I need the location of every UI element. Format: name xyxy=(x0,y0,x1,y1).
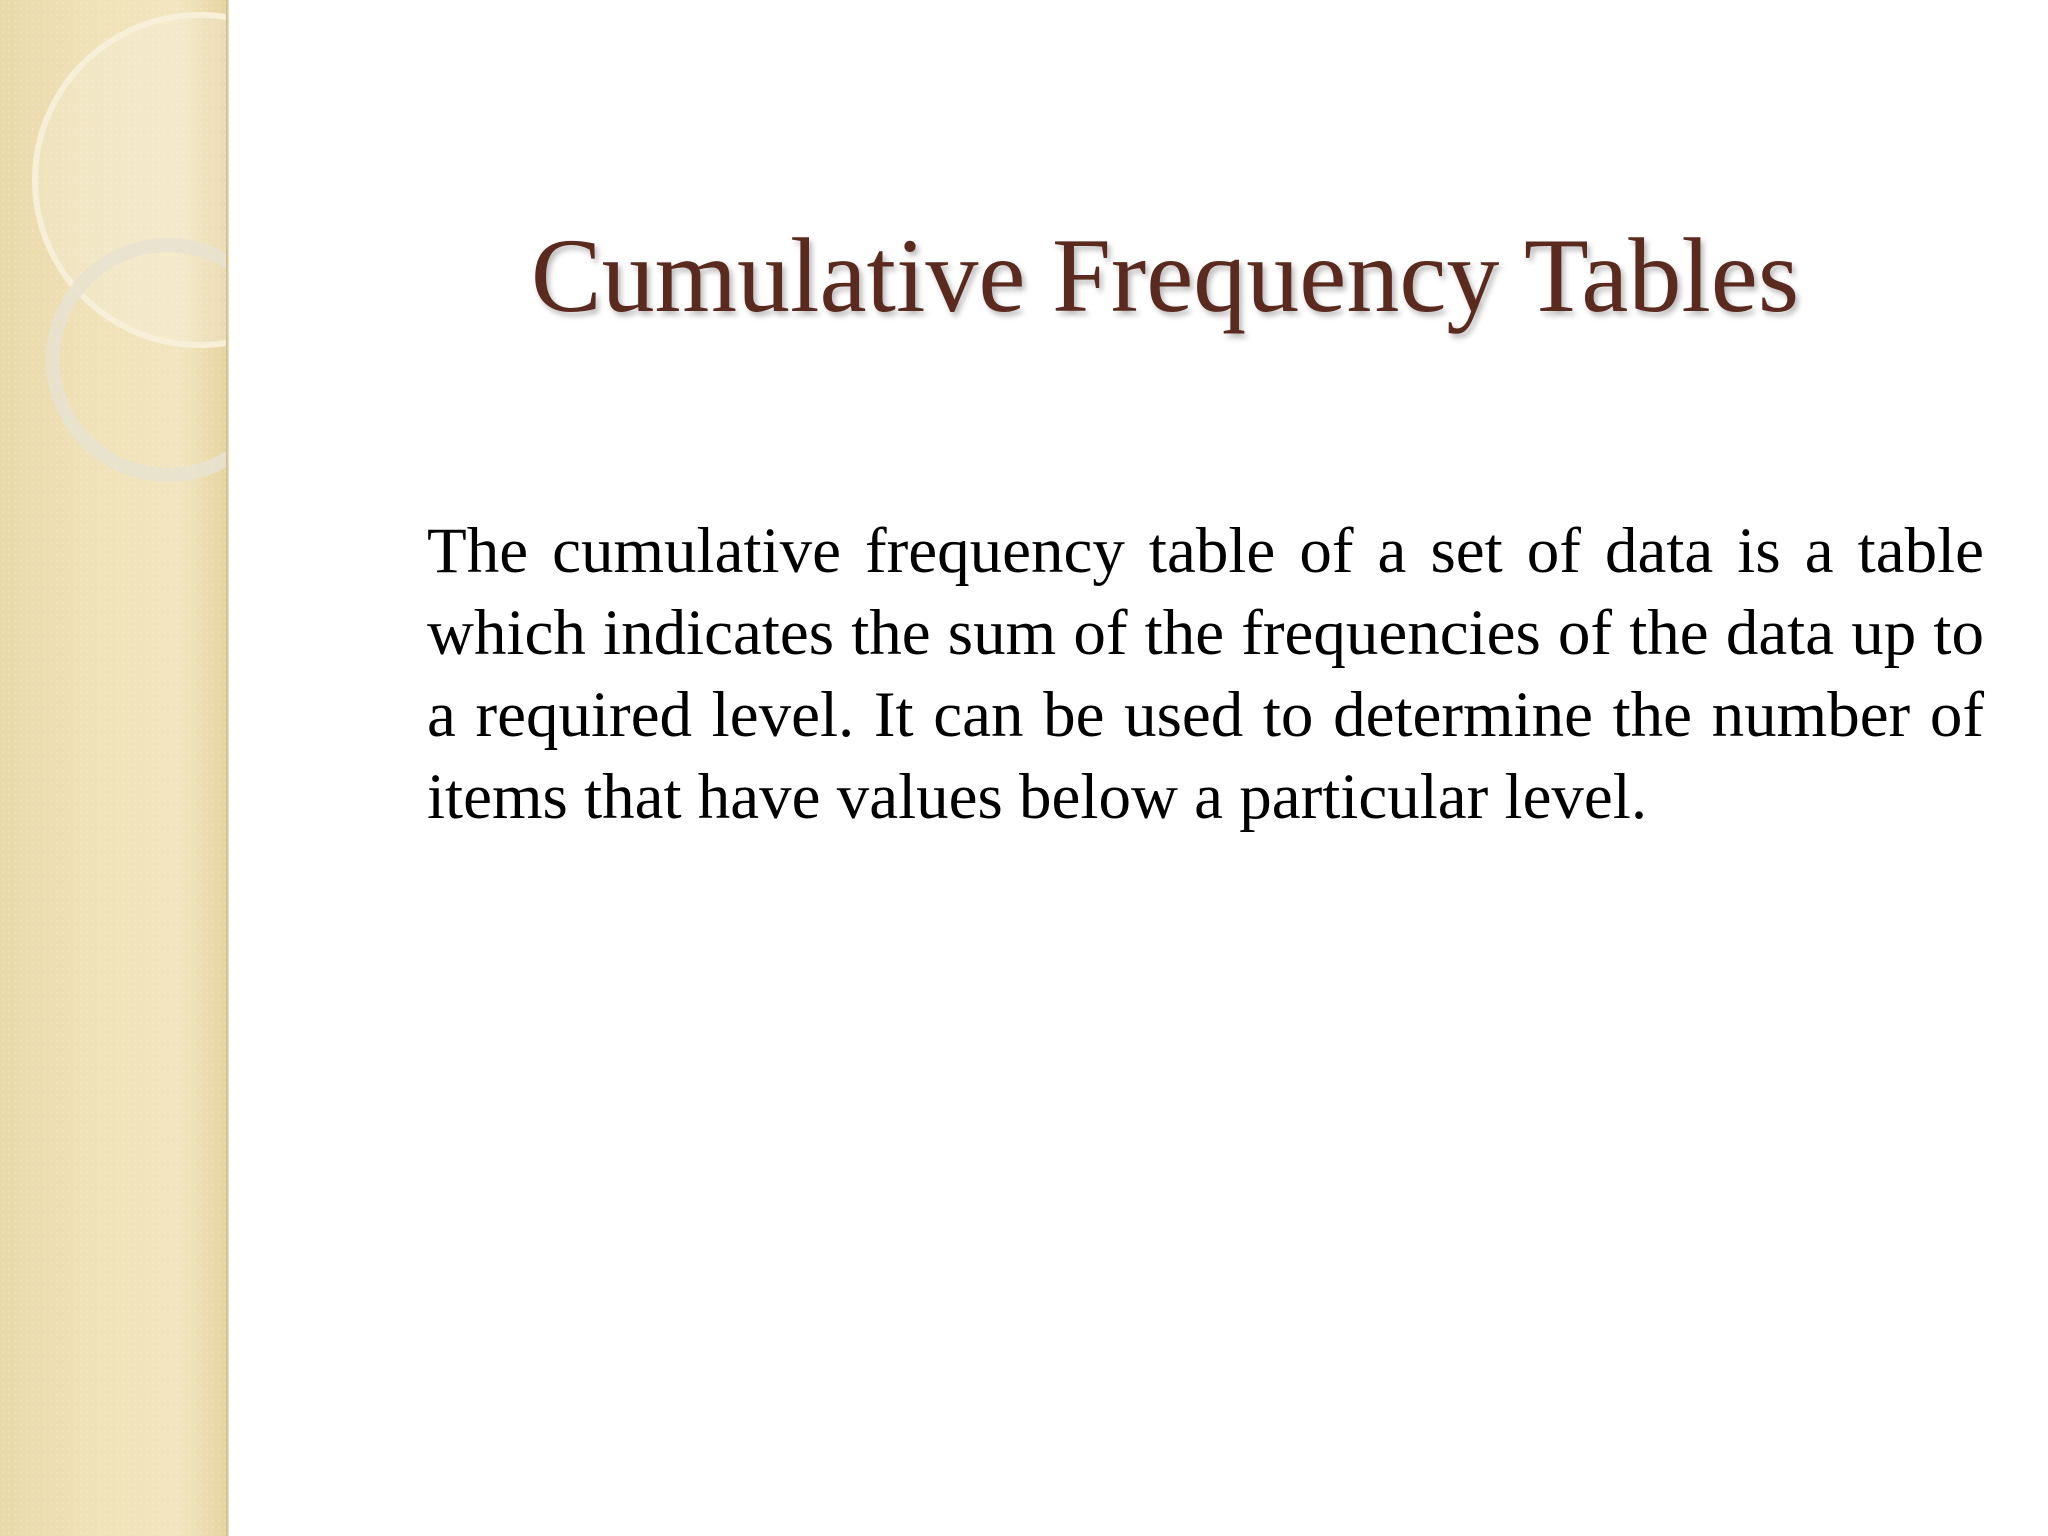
slide-title: Cumulative Frequency Tables xyxy=(530,217,1800,334)
decorative-large-ring xyxy=(35,15,226,345)
band-edge-line xyxy=(226,0,229,1536)
decorative-rings xyxy=(0,0,226,520)
slide-body-text: The cumulative frequency table of a set of data is a table which indicates the sum of the frequencies of the data up to a required level. It can be used to determine the number of items that have values below a particular level. xyxy=(427,515,1984,833)
